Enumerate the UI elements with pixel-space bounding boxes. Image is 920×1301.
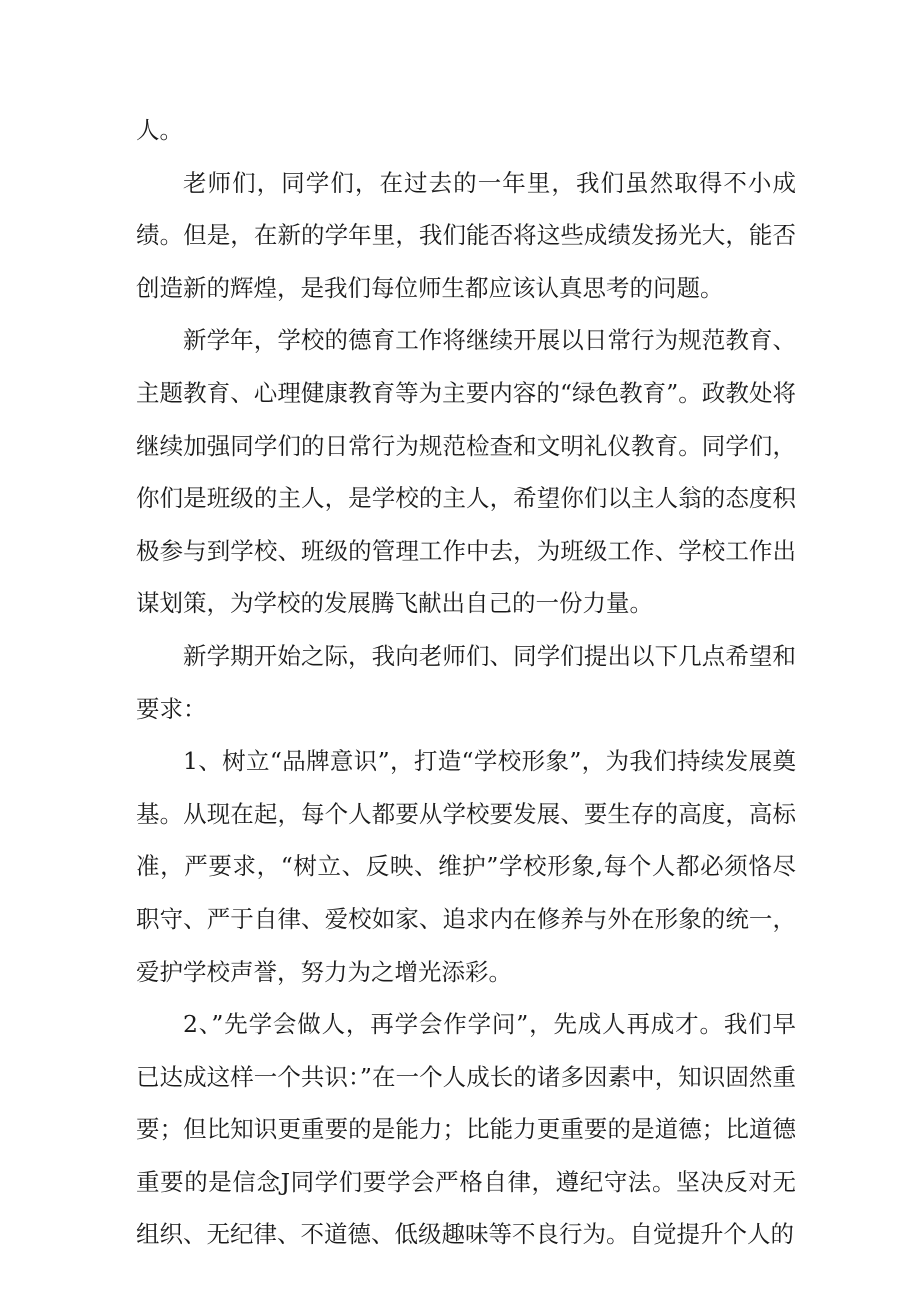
document-body: [136, 104, 796, 1261]
paragraph-moral-education: 新学年，学校的德育工作将继续开展以日常行为规范教育、主题教育、心理健康教育等为主要内容的“绿色教育”。政教处将继续加强同学们的日常行为规范检查和文明礼仪教育。同学们，你们是班级的主人，是学校的主人，希望你们以主人翁的态度积极参与到学校、班级的管理工作中去，为班级工作、学校工作出谋划策，为学校的发展腾飞献出自己的一份力量。: [136, 326, 796, 618]
paragraph-past-year: 老师们，同学们，在过去的一年里，我们虽然取得不小成绩。但是，在新的学年里，我们能否将这些成绩发扬光大，能否创造新的辉煌，是我们每位师生都应该认真思考的问题。: [136, 168, 796, 302]
paragraph-continuation: 人。: [136, 116, 183, 144]
paragraph-point-1: 1、树立“品牌意识”，打造“学校形象”，为我们持续发展奠基。从现在起，每个人都要从学校要发展、要生存的高度，高标准，严要求，“树立、反映、维护”学校形象,每个人都必须恪尽职守、严于自律、爱校如家、追求内在修养与外在形象的统一，爱护学校声誉，努力为之增光添彩。: [136, 747, 796, 986]
paragraph-hopes-intro: 新学期开始之际，我向老师们、同学们提出以下几点希望和要求：: [136, 641, 796, 723]
paragraph-point-2: 2、”先学会做人，再学会作学问”，先成人再成才。我们早已达成这样一个共识：”在一个人成长的诸多因素中，知识固然重要；但比知识更重要的是能力；比能力更重要的是道德；比道德重要的是信念J同学们要学会严格自律，遵纪守法。坚决反对无组织、无纪律、不道德、低级趣味等不良行为。自觉提升个人的: [136, 1010, 796, 1249]
